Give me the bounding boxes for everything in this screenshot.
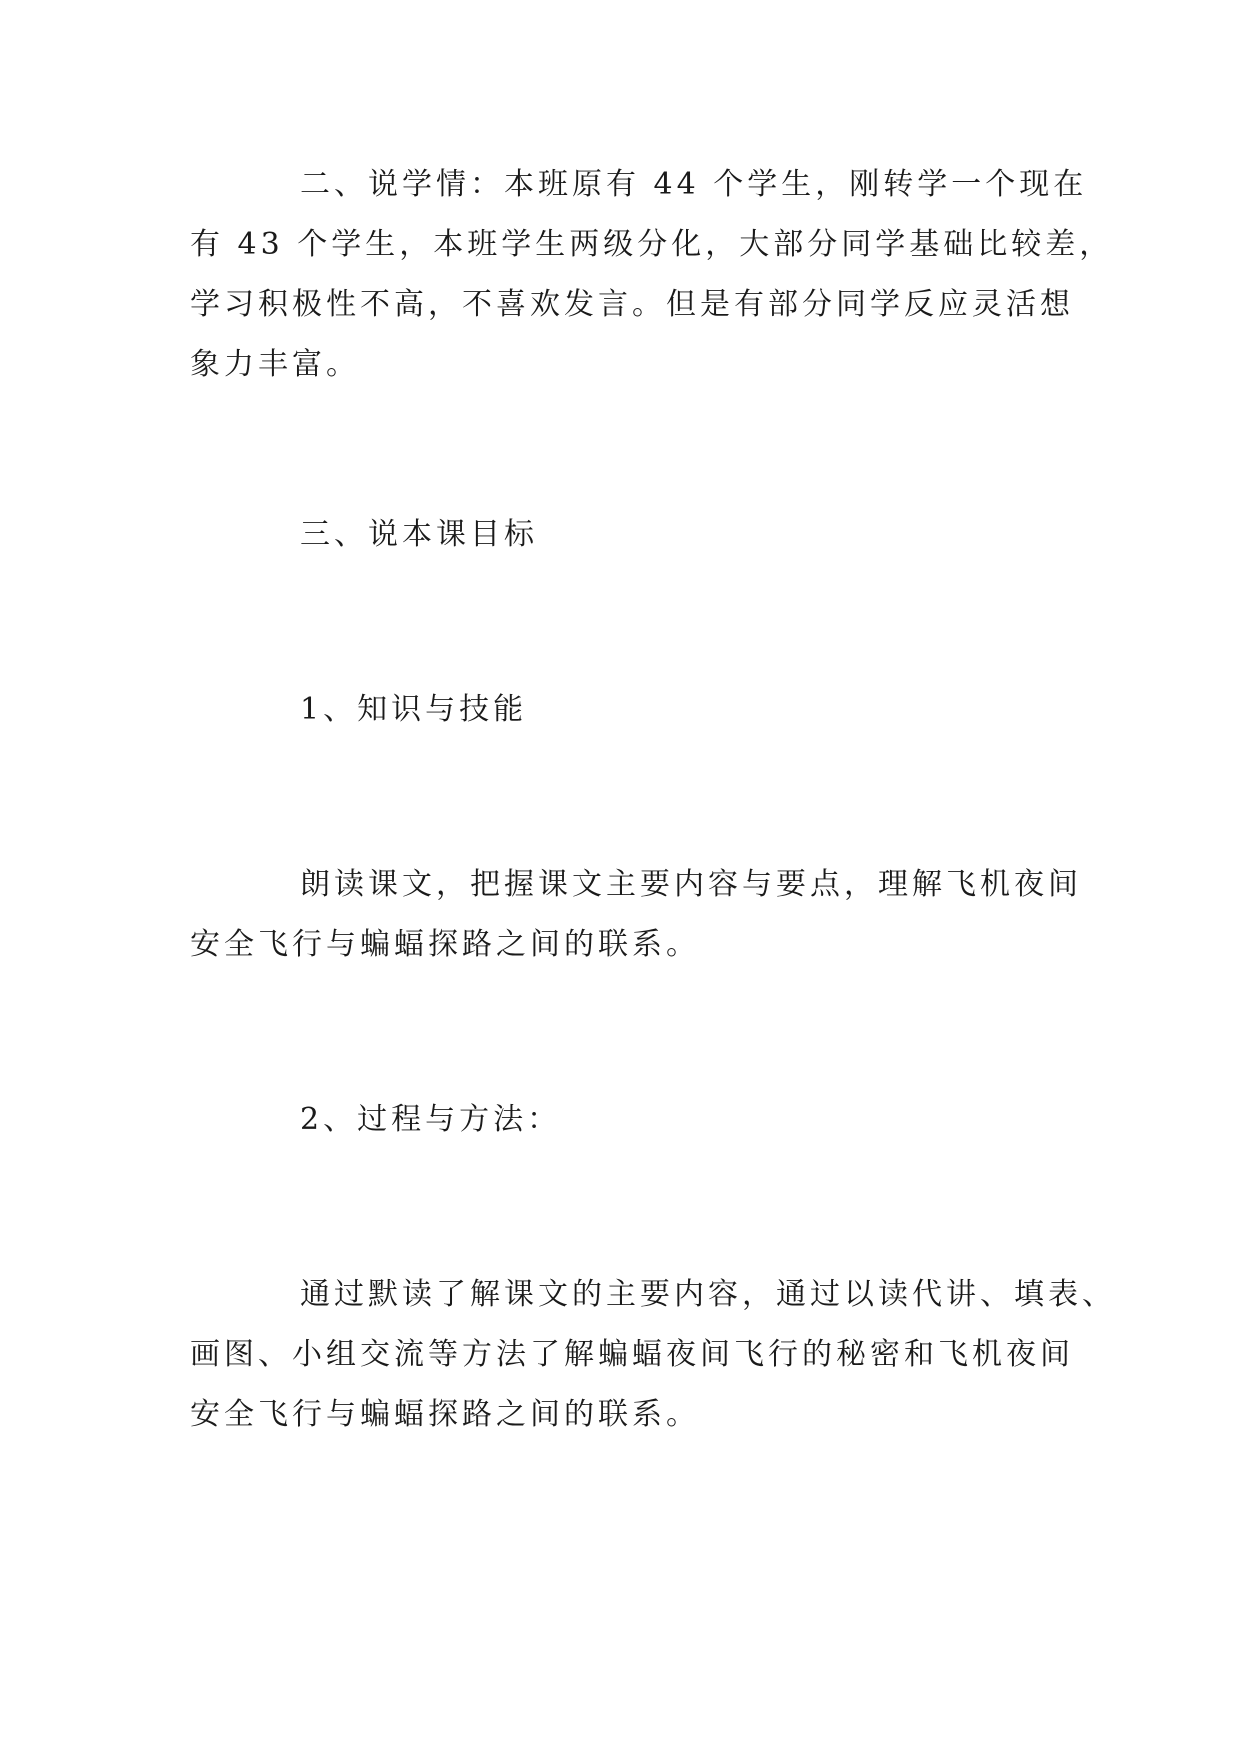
text-line: 朗读课文，把握课文主要内容与要点，理解飞机夜间 <box>300 867 1082 902</box>
text-line: 安全飞行与蝙蝠探路之间的联系。 <box>190 927 700 962</box>
text-line: 画图、小组交流等方法了解蝙蝠夜间飞行的秘密和飞机夜间 <box>190 1337 1074 1372</box>
subheading-process-methods: 2、过程与方法： <box>300 1102 562 1137</box>
section-heading-objectives: 三、说本课目标 <box>300 517 538 552</box>
paragraph-process-methods <box>190 1265 1116 1445</box>
paragraph-student-situation <box>190 155 1114 395</box>
text-line: 有 43 个学生，本班学生两级分化，大部分同学基础比较差， <box>190 227 1114 262</box>
text-line: 学习积极性不高，不喜欢发言。但是有部分同学反应灵活想 <box>190 287 1074 322</box>
text-line: 象力丰富。 <box>190 347 360 382</box>
paragraph-knowledge-skills <box>190 855 1082 975</box>
subheading-knowledge-skills: 1、知识与技能 <box>300 692 528 727</box>
text-line: 安全飞行与蝙蝠探路之间的联系。 <box>190 1397 700 1432</box>
text-line: 二、说学情：本班原有 44 个学生，刚转学一个现在 <box>300 167 1088 202</box>
text-line: 通过默读了解课文的主要内容，通过以读代讲、填表、 <box>300 1277 1116 1312</box>
